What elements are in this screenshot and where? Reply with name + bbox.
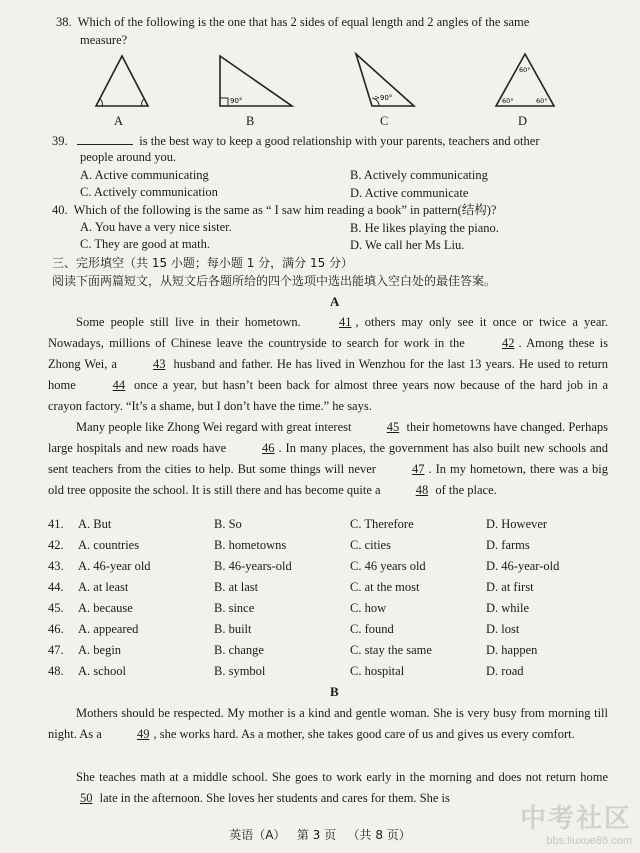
blank-49: 49 xyxy=(136,727,150,741)
option-number: 48. xyxy=(48,664,64,678)
section-title: 三、完形填空（共 15 小题；每小题 1 分，满分 15 分） xyxy=(52,256,354,270)
q40-option-a: A. You have a very nice sister. xyxy=(80,220,232,234)
q39-option-d: D. Active communicate xyxy=(350,186,469,200)
option-d: D. happen xyxy=(486,643,538,657)
watermark-url: bbs.liuxue86.com xyxy=(546,835,632,847)
passage-text: their hometowns have changed. Perhaps large hospitals and new roads have xyxy=(48,420,609,455)
blank-44: 44 xyxy=(112,378,126,392)
passage-b-paragraph-1 xyxy=(48,703,608,745)
option-d: D. However xyxy=(486,517,548,531)
watermark-logo-text: 中考社区 xyxy=(519,803,632,833)
option-number: 45. xyxy=(48,601,64,615)
passage-a-paragraph-2 xyxy=(48,417,608,501)
triangle-a-icon xyxy=(92,52,152,110)
blank-45: 45 xyxy=(386,420,400,434)
options-row xyxy=(48,622,608,642)
passage-text: husband and father. He has lived in Wenzhou for the last 13 years. He used to return home xyxy=(48,357,608,392)
options-row xyxy=(48,601,608,621)
q38-number: 38. xyxy=(56,15,72,29)
option-a: A. school xyxy=(78,664,126,678)
options-row xyxy=(48,643,608,663)
option-number: 42. xyxy=(48,538,64,552)
option-c-label: C xyxy=(380,114,389,128)
q40-number: 40. xyxy=(52,203,68,217)
passage-text: Mothers should be respected. My mother is a kind and gentle woman. She is very busy from morning till night. As a xyxy=(48,706,608,741)
passage-text: She teaches math at a middle school. She goes to work early in the morning and does not return home xyxy=(76,770,608,784)
blank-48: 48 xyxy=(415,483,429,497)
q39-number: 39. xyxy=(52,134,68,148)
q39-text-cont: people around you. xyxy=(80,150,177,164)
q39-text: is the best way to keep a good relationship with your parents, teachers and other xyxy=(139,134,540,148)
option-a-label: A xyxy=(114,114,124,128)
options-row xyxy=(48,559,608,579)
option-c: C. found xyxy=(350,622,394,636)
q38-text-cont: measure? xyxy=(80,33,128,47)
option-number: 41. xyxy=(48,517,64,531)
passage-text: late in the afternoon. She loves her students and cares for them. She is xyxy=(96,791,450,805)
passage-text: . In my hometown, there was a big old tree opposite the school. It is still there and has become quite a xyxy=(48,462,608,497)
option-d: D. lost xyxy=(486,622,520,636)
option-b: B. 46-years-old xyxy=(214,559,292,573)
triangle-c-icon xyxy=(352,50,418,112)
option-d: D. 46-year-old xyxy=(486,559,560,573)
passage-text: Many people like Zhong Wei regard with great interest xyxy=(76,420,355,434)
section-instruction: 阅读下面两篇短文，从短文后各题所给的四个选项中选出能填入空白处的最佳答案。 xyxy=(52,274,497,288)
option-a: A. But xyxy=(78,517,112,531)
option-c: C. how xyxy=(350,601,387,615)
passage-a-paragraph-1 xyxy=(48,312,608,417)
passage-text: , others may only see it once or twice a year. Nowadays, millions of Chinese leave the countryside to search for work in the xyxy=(48,315,608,350)
q38-line1 xyxy=(56,15,529,30)
q39-blank xyxy=(77,133,133,145)
q39-option-c: C. Actively communication xyxy=(80,185,218,199)
triangle-d-icon xyxy=(492,50,558,112)
option-number: 47. xyxy=(48,643,64,657)
option-a: A. countries xyxy=(78,538,140,552)
option-c: C. 46 years old xyxy=(350,559,426,573)
option-number: 43. xyxy=(48,559,64,573)
angle-b-label: 90° xyxy=(230,97,243,105)
blank-41: 41 xyxy=(338,315,352,329)
option-b: B. So xyxy=(214,517,242,531)
option-c: C. hospital xyxy=(350,664,405,678)
q40-option-b: B. He likes playing the piano. xyxy=(350,221,499,235)
passage-a-heading: A xyxy=(330,294,340,309)
option-d: D. while xyxy=(486,601,530,615)
q39-line1 xyxy=(52,133,539,149)
triangle-b-icon xyxy=(214,52,296,110)
option-d: D. farms xyxy=(486,538,530,552)
option-a: A. 46-year old xyxy=(78,559,151,573)
passage-b-heading: B xyxy=(330,684,339,699)
angle-d-right-label: 60° xyxy=(536,97,548,105)
options-row xyxy=(48,580,608,600)
blank-42: 42 xyxy=(501,336,515,350)
option-d: D. road xyxy=(486,664,524,678)
q38-line2 xyxy=(80,33,127,48)
passage-text: Some people still live in their hometown. xyxy=(76,315,307,329)
option-a: A. at least xyxy=(78,580,129,594)
passage-text: of the place. xyxy=(432,483,497,497)
passage-text: , she works hard. As a mother, she takes good care of us and gives us every comfort. xyxy=(153,727,575,741)
angle-d-top-label: 60° xyxy=(519,66,531,74)
options-row xyxy=(48,517,608,537)
option-b: B. hometowns xyxy=(214,538,287,552)
option-number: 46. xyxy=(48,622,64,636)
option-b-label: B xyxy=(246,114,255,128)
angle-c-label: >90° xyxy=(374,94,393,102)
blank-46: 46 xyxy=(262,441,275,455)
option-a: A. because xyxy=(78,601,133,615)
options-row xyxy=(48,538,608,558)
options-row xyxy=(48,664,608,684)
option-number: 44. xyxy=(48,580,64,594)
blank-43: 43 xyxy=(152,357,166,371)
passage-text: . Among these is Zhong Wei, a xyxy=(48,336,608,371)
q40-option-c: C. They are good at math. xyxy=(80,237,210,251)
option-b: B. symbol xyxy=(214,664,266,678)
passage-text: . In many places, the government has also built new schools and sent teachers from the cities to help. But some things will never xyxy=(48,441,608,476)
option-d-label: D xyxy=(518,114,528,128)
blank-50: 50 xyxy=(80,791,93,805)
watermark xyxy=(520,798,632,847)
option-a: A. begin xyxy=(78,643,122,657)
option-d: D. at first xyxy=(486,580,534,594)
q39-option-b: B. Actively communicating xyxy=(350,168,488,182)
option-c: C. cities xyxy=(350,538,391,552)
option-b: B. change xyxy=(214,643,264,657)
page-footer: 英语（A） 第 3 页 （共 8 页） xyxy=(229,828,411,842)
option-a: A. appeared xyxy=(78,622,139,636)
q40-line1 xyxy=(52,203,496,218)
option-b: B. at last xyxy=(214,580,259,594)
option-b: B. since xyxy=(214,601,255,615)
blank-47: 47 xyxy=(411,462,425,476)
option-c: C. at the most xyxy=(350,580,420,594)
q40-text: Which of the following is the same as “ I saw him reading a book” in pattern(结构)? xyxy=(73,203,497,217)
q40-option-d: D. We call her Ms Liu. xyxy=(350,238,465,252)
option-b: B. built xyxy=(214,622,252,636)
q38-text: Which of the following is the one that has 2 sides of equal length and 2 angles of the same xyxy=(77,15,530,29)
angle-d-left-label: 60° xyxy=(502,97,514,105)
q39-option-a: A. Active communicating xyxy=(80,168,209,182)
option-c: C. stay the same xyxy=(350,643,432,657)
option-c: C. Therefore xyxy=(350,517,414,531)
passage-text: once a year, but hasn’t been back for almost three years now because of the hard job in a crayon factory. “It’s a shame, but I don’t have the time.” he says. xyxy=(48,378,609,413)
